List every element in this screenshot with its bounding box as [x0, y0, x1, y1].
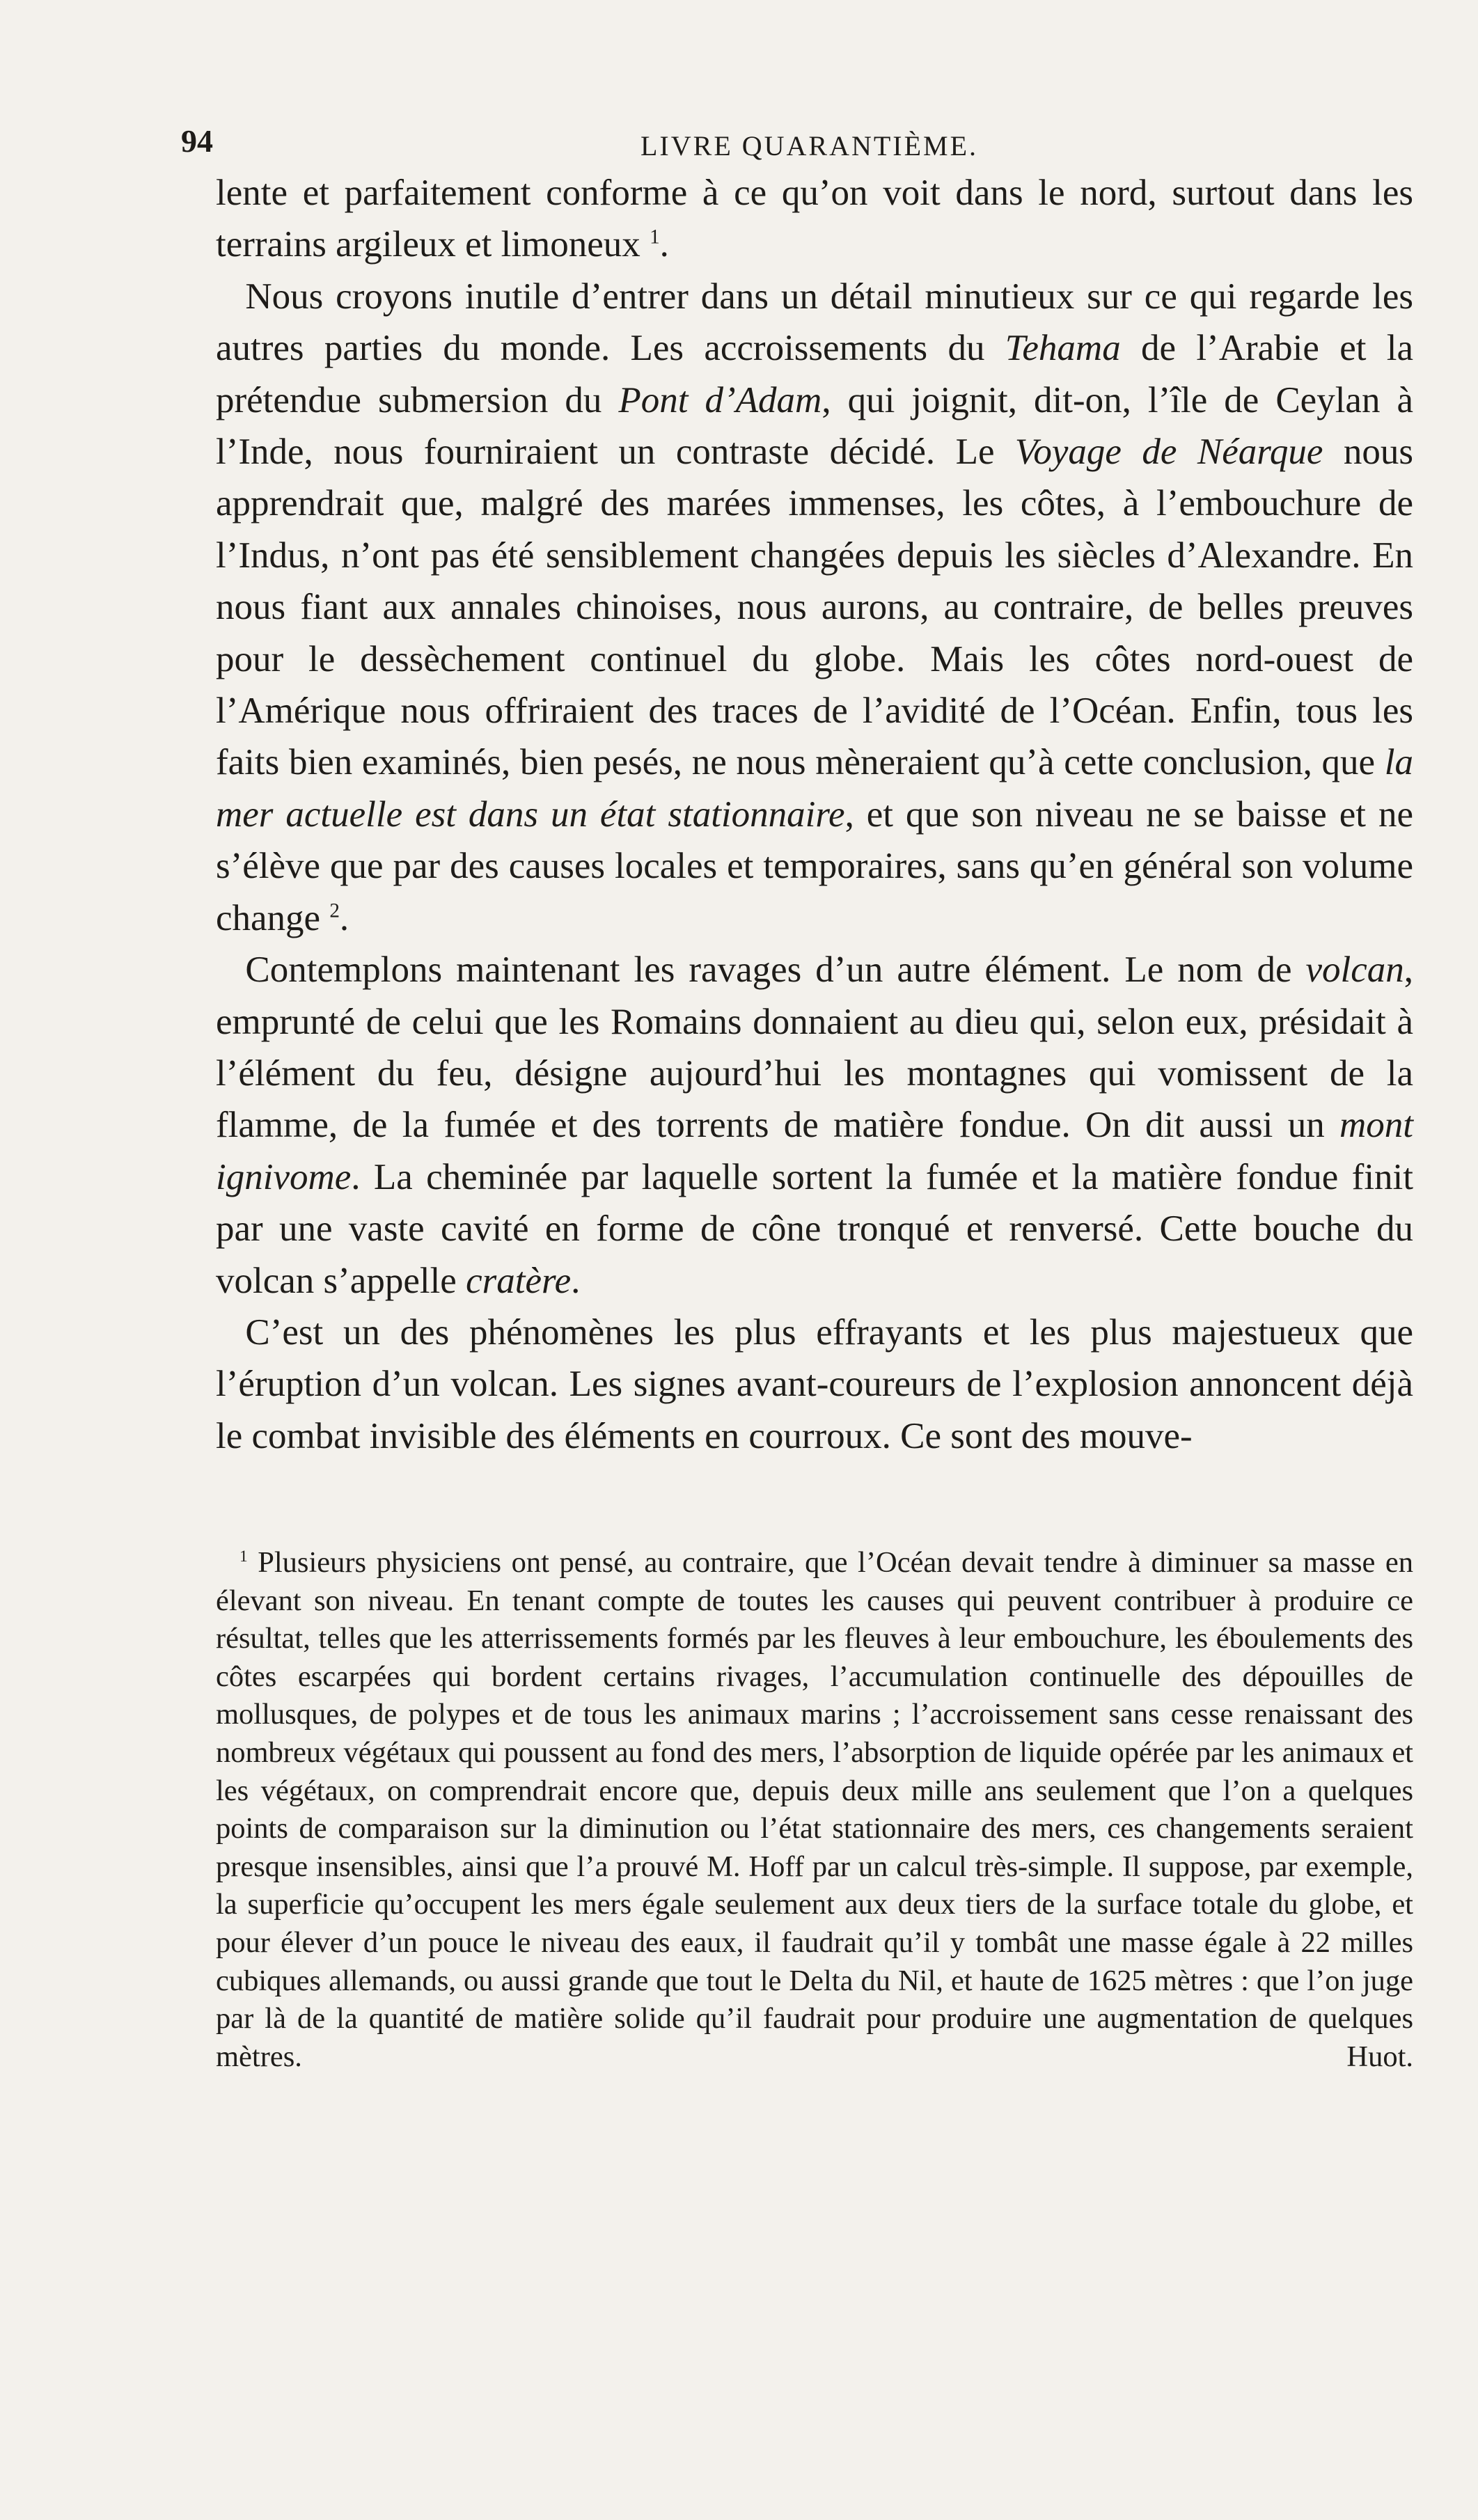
footnote-ref-2[interactable]: 2	[329, 899, 340, 922]
term-volcan: volcan	[1305, 950, 1404, 991]
term-tehama: Tehama	[1005, 328, 1121, 369]
footnote-text: $^1$ Plusieurs physiciens ont pensé, au contraire, que l’Océan devait tendre à diminuer sa masse en élevant son niveau. En tenant compte de toutes les causes qui peuvent contribuer à produire ce résultat, telles que les atterrissements formés par les fleuves à leur embouchure, les éboulements des côtes escarpées qui bordent certains rivages, l’accumulation continuelle des dépouilles de mollusques, de polypes et de tous les animaux marins ; l’accroissement sans cesse renaissant des nombreux végétaux qui poussent au fond des mers, l’absorption de liquide opérée par les animaux et les végétaux, on comprendrait encore que, depuis deux mille ans seulement que l’on a quelques points de comparaison sur la diminution ou l’état stationnaire des mers, ces changements seraient presque insensibles, ainsi que l’a prouvé M. Hoff par un calcul très-simple. Il suppose, par exemple, la superficie qu’occupent les mers égale seulement aux deux tiers de la surface totale du globe, et pour élever d’un pouce le niveau des eaux, il faudrait qu’il y tombât une masse égale à 22 milles cubiques allemands, ou aussi grande que tout le Delta du Nil, et haute de 1625 mètres : que l’on juge par là de la quantité de matière solide qu’il faudrait pour produire une augmentation de quelques mètres. Huot.	[216, 1544, 1413, 2076]
paragraph-2: Nous croyons inutile d’entrer dans un détail minutieux sur ce qui regarde les autres parties du monde. Les accroissements du Tehama de l’Arabie et la prétendue submersion du Pont d’Adam, qui joignit, dit-on, l’île de Ceylan à l’Inde, nous fourniraient un contraste décidé. Le Voyage de Néarque nous apprendrait que, malgré des marées immenses, les côtes, à l’embouchure de l’Indus, n’ont pas été sensiblement changées depuis les siècles d’Alexandre. En nous fiant aux annales chinoises, nous aurons, au contraire, de belles preuves pour le dessèchement continuel du globe. Mais les côtes nord-ouest de l’Amérique nous offriraient des traces de l’avidité de l’Océan. Enfin, tous les faits bien examinés, bien pesés, ne nous mèneraient qu’à cette conclusion, que la mer actuelle est dans un état stationnaire, et que son niveau ne se baisse et ne s’élève que par des causes locales et temporaires, sans qu’en général son volume change $^2$.	[216, 276, 1414, 938]
footnote-ref-1[interactable]: 1	[650, 226, 660, 249]
footnote-author: Huot.	[1346, 2040, 1413, 2073]
paragraph-3: Contemplons maintenant les ravages d’un autre élément. Le nom de volcan, emprunté de celui que les Romains donnaient au dieu qui, selon eux, présidait à l’élément du feu, désigne aujourd’hui les montagnes qui vomissent de la flamme, de la fumée et des torrents de matière fondue. On dit aussi un mont ignivome. La cheminée par laquelle sortent la fumée et la matière fondue finit par une vaste cavité en forme de cône tronqué et renversé. Cette bouche du volcan s’appelle cratère.	[216, 950, 1413, 1301]
term-mer-stationnaire: la mer actuelle est dans un état stationnaire	[216, 742, 1413, 835]
paragraph-1: lente et parfaitement conforme à ce qu’on voit dans le nord, surtout dans les terrains argileux et limoneux $^1$.	[216, 173, 1413, 265]
term-voyage-nearque: Voyage de Néarque	[1014, 432, 1323, 473]
running-title: LIVRE QUARANTIÈME.	[640, 130, 979, 162]
term-mont-ignivome: mont ignivome	[216, 1105, 1413, 1197]
term-cratere: cratère	[466, 1260, 572, 1301]
footnote-marker: 1	[239, 1547, 248, 1566]
term-pont-adam: Pont d’Adam	[618, 379, 822, 420]
main-text	[216, 167, 1413, 1462]
paragraph-4: C’est un des phénomènes les plus effrayants et les plus majestueux que l’éruption d’un volcan. Les signes avant-coureurs de l’explosion annoncent déjà le combat invisible des éléments en courroux. Ce sont des mouve-	[216, 1312, 1413, 1456]
page-number: 94	[181, 123, 213, 159]
footnote	[216, 1544, 1413, 2076]
